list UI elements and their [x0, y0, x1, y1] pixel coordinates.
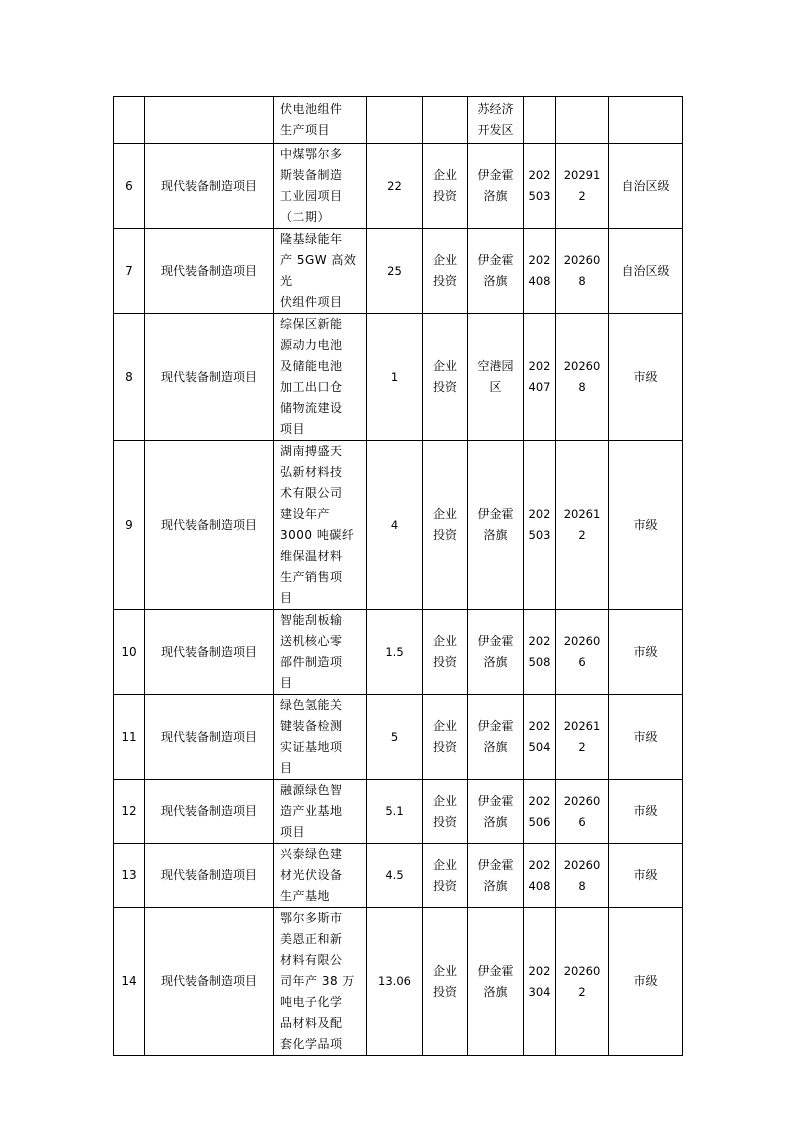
- level-cell: 自治区级: [609, 229, 683, 314]
- level-cell: 市级: [609, 314, 683, 441]
- investment-cell: 22: [367, 144, 423, 229]
- category-cell: 现代装备制造项目: [145, 314, 274, 441]
- table-row: [114, 441, 683, 610]
- row-number: 11: [114, 695, 145, 780]
- investment-type-cell: 企业 投资: [423, 441, 468, 610]
- investment-type-cell: 企业 投资: [423, 695, 468, 780]
- project-name-cell: 融源绿色智 造产业基地 项目: [274, 780, 367, 844]
- end-date-cell: 20260 8: [556, 314, 609, 441]
- location-cell: 伊金霍 洛旗: [468, 610, 524, 695]
- location-cell: 伊金霍 洛旗: [468, 844, 524, 908]
- category-cell: 现代装备制造项目: [145, 441, 274, 610]
- table-row: [114, 97, 683, 144]
- location-cell: 伊金霍 洛旗: [468, 441, 524, 610]
- level-cell: 市级: [609, 610, 683, 695]
- category-cell: 现代装备制造项目: [145, 908, 274, 1056]
- category-cell: 现代装备制造项目: [145, 229, 274, 314]
- table-row: [114, 844, 683, 908]
- project-table: [113, 96, 683, 1056]
- category-cell: 现代装备制造项目: [145, 695, 274, 780]
- investment-type-cell: 企业 投资: [423, 844, 468, 908]
- investment-cell: 4: [367, 441, 423, 610]
- end-date-cell: 20260 6: [556, 780, 609, 844]
- row-number: 6: [114, 144, 145, 229]
- row-number: 9: [114, 441, 145, 610]
- end-date-cell: 20260 8: [556, 229, 609, 314]
- project-name-cell: 伏电池组件 生产项目: [274, 97, 367, 144]
- table-row: [114, 314, 683, 441]
- project-name-cell: 湖南搏盛天 弘新材料技 术有限公司 建设年产 3000 吨碳纤 维保温材料 生产销售项 目: [274, 441, 367, 610]
- category-cell: 现代装备制造项目: [145, 610, 274, 695]
- start-date-cell: 202 506: [524, 780, 556, 844]
- investment-type-cell: 企业 投资: [423, 144, 468, 229]
- level-cell: 市级: [609, 441, 683, 610]
- investment-type-cell: 企业 投资: [423, 908, 468, 1056]
- location-cell: 伊金霍 洛旗: [468, 695, 524, 780]
- start-date-cell: 202 408: [524, 844, 556, 908]
- end-date-cell: 20291 2: [556, 144, 609, 229]
- level-cell: 自治区级: [609, 144, 683, 229]
- table-row: [114, 908, 683, 1056]
- level-cell: 市级: [609, 844, 683, 908]
- project-name-cell: 综保区新能 源动力电池 及储能电池 加工出口仓 储物流建设 项目: [274, 314, 367, 441]
- category-cell: 现代装备制造项目: [145, 144, 274, 229]
- end-date-cell: 20260 2: [556, 908, 609, 1056]
- investment-cell: 25: [367, 229, 423, 314]
- end-date-cell: 20260 6: [556, 610, 609, 695]
- project-table-body: [114, 97, 683, 1056]
- table-row: [114, 780, 683, 844]
- end-date-cell: [556, 97, 609, 144]
- row-number: 13: [114, 844, 145, 908]
- location-cell: 苏经济 开发区: [468, 97, 524, 144]
- start-date-cell: 202 304: [524, 908, 556, 1056]
- table-row: [114, 695, 683, 780]
- category-cell: [145, 97, 274, 144]
- investment-cell: 4.5: [367, 844, 423, 908]
- start-date-cell: 202 503: [524, 441, 556, 610]
- row-number: 12: [114, 780, 145, 844]
- project-name-cell: 智能刮板输 送机核心零 部件制造项 目: [274, 610, 367, 695]
- investment-type-cell: 企业 投资: [423, 314, 468, 441]
- location-cell: 空港园 区: [468, 314, 524, 441]
- investment-cell: 1: [367, 314, 423, 441]
- category-cell: 现代装备制造项目: [145, 844, 274, 908]
- end-date-cell: 20260 8: [556, 844, 609, 908]
- start-date-cell: 202 503: [524, 144, 556, 229]
- investment-type-cell: 企业 投资: [423, 780, 468, 844]
- investment-cell: 13.06: [367, 908, 423, 1056]
- end-date-cell: 20261 2: [556, 441, 609, 610]
- level-cell: [609, 97, 683, 144]
- project-name-cell: 中煤鄂尔多 斯装备制造 工业园项目 （二期）: [274, 144, 367, 229]
- start-date-cell: 202 508: [524, 610, 556, 695]
- location-cell: 伊金霍 洛旗: [468, 908, 524, 1056]
- category-cell: 现代装备制造项目: [145, 780, 274, 844]
- start-date-cell: 202 407: [524, 314, 556, 441]
- project-name-cell: 绿色氢能关 键装备检测 实证基地项 目: [274, 695, 367, 780]
- investment-type-cell: 企业 投资: [423, 229, 468, 314]
- investment-cell: [367, 97, 423, 144]
- row-number: 8: [114, 314, 145, 441]
- row-number: [114, 97, 145, 144]
- location-cell: 伊金霍 洛旗: [468, 229, 524, 314]
- row-number: 7: [114, 229, 145, 314]
- project-name-cell: 隆基绿能年 产 5GW 高效光 伏组件项目: [274, 229, 367, 314]
- table-row: [114, 610, 683, 695]
- investment-cell: 5.1: [367, 780, 423, 844]
- end-date-cell: 20261 2: [556, 695, 609, 780]
- investment-cell: 5: [367, 695, 423, 780]
- start-date-cell: [524, 97, 556, 144]
- investment-type-cell: [423, 97, 468, 144]
- investment-type-cell: 企业 投资: [423, 610, 468, 695]
- location-cell: 伊金霍 洛旗: [468, 144, 524, 229]
- investment-cell: 1.5: [367, 610, 423, 695]
- level-cell: 市级: [609, 908, 683, 1056]
- project-name-cell: 兴泰绿色建 材光伏设备 生产基地: [274, 844, 367, 908]
- table-row: [114, 144, 683, 229]
- start-date-cell: 202 504: [524, 695, 556, 780]
- table-row: [114, 229, 683, 314]
- location-cell: 伊金霍 洛旗: [468, 780, 524, 844]
- project-name-cell: 鄂尔多斯市 美恩正和新 材料有限公 司年产 38 万 吨电子化学 品材料及配 套化学品项: [274, 908, 367, 1056]
- start-date-cell: 202 408: [524, 229, 556, 314]
- level-cell: 市级: [609, 695, 683, 780]
- row-number: 14: [114, 908, 145, 1056]
- level-cell: 市级: [609, 780, 683, 844]
- row-number: 10: [114, 610, 145, 695]
